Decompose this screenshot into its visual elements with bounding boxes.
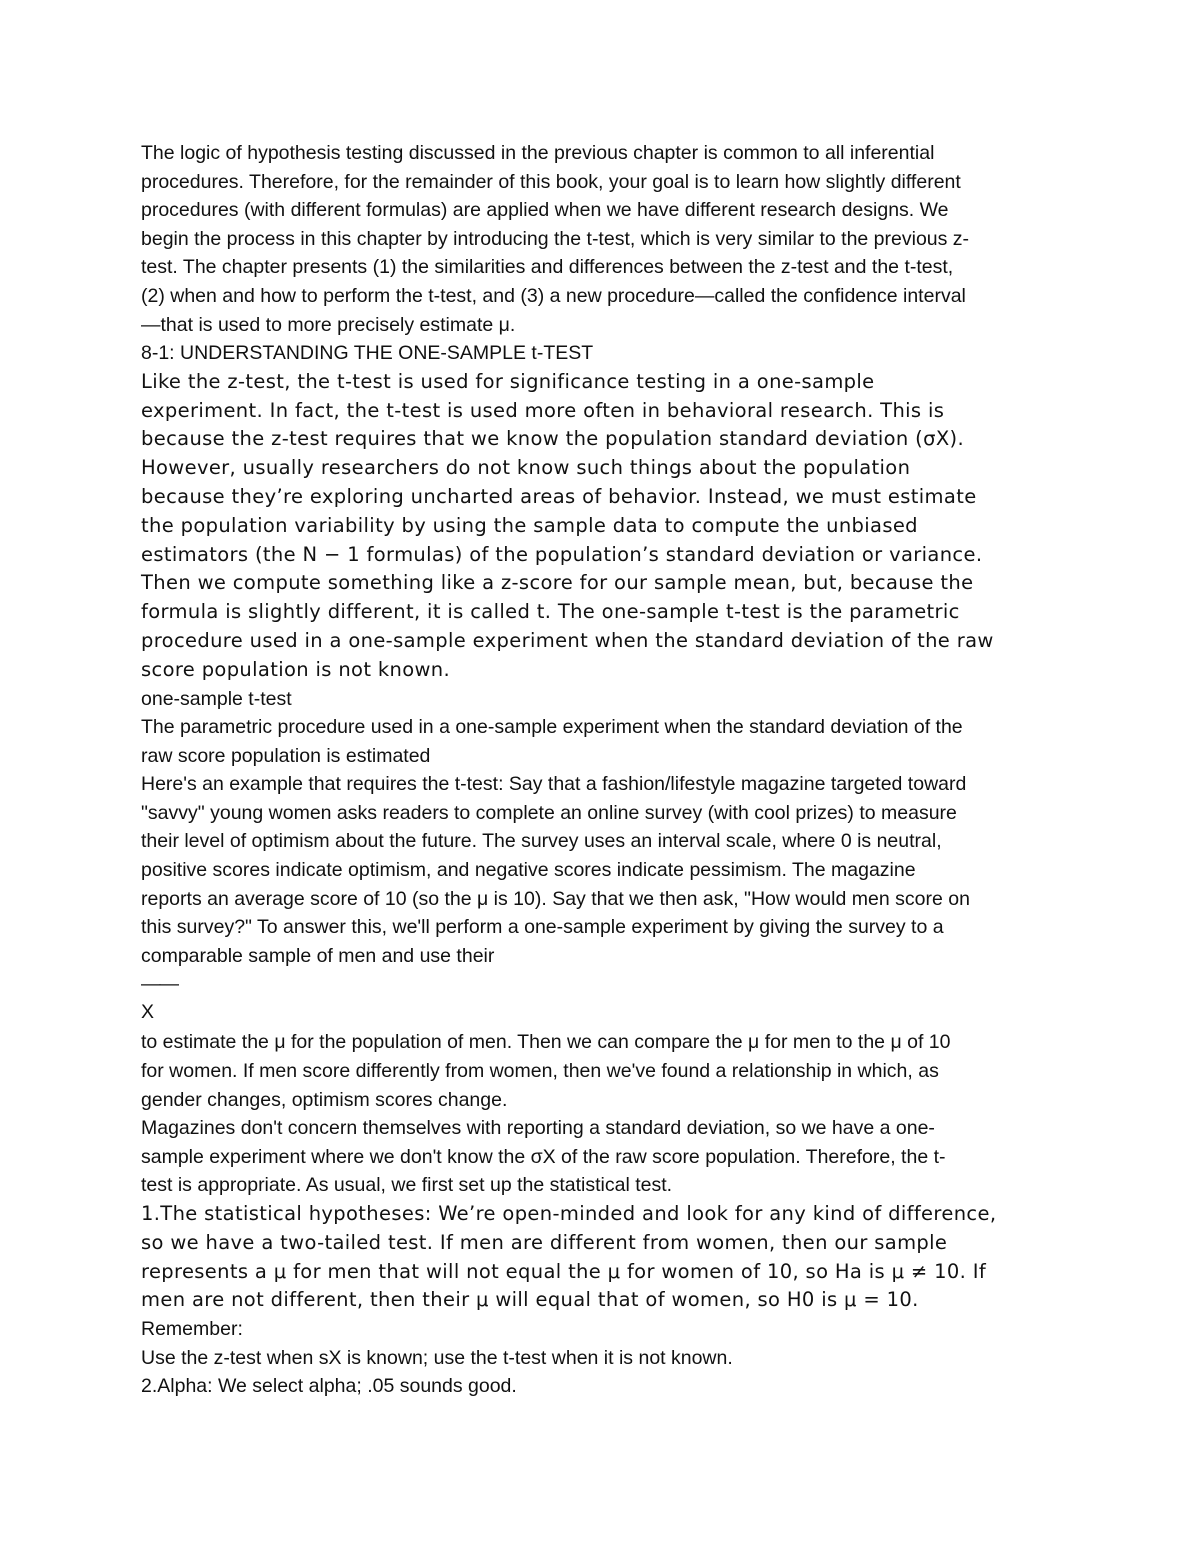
term-heading: one-sample t-test <box>141 687 292 710</box>
step-1-hypotheses: 1.The statistical hypotheses: We’re open-minded and look for any kind of difference, so we have a two-tailed test. If men are different from women, then our sample represents a μ for men that will not equal the μ for women of 10, so Ha is μ ≠ 10. If men are not different, then their μ will equal that of women, so H0 is μ = 10. <box>141 1202 997 1312</box>
section-heading: 8-1: UNDERSTANDING THE ONE-SAMPLE t-TEST <box>141 342 594 365</box>
remember-label: Remember: <box>141 1318 243 1341</box>
intro-paragraph: The logic of hypothesis testing discussed in the previous chapter is common to all inferential procedures. Therefore, for the remainder of this book, your goal is to learn how slightly different procedures (with different formulas) are applied when we have different research designs. We begin the process in this chapter by introducing the t-test, which is very similar to the previous z- test. The chapter presents (1) the similarities and differences between the z-test and the t-test, (2) when and how to perform the t-test, and (3) a new procedure—called the confidence interval —that is used to more precisely estimate μ. <box>141 142 970 336</box>
ztest-comparison-paragraph: Like the z-test, the t-test is used for significance testing in a one-sample experiment. In fact, the t-test is used more often in behavioral research. This is because the z-test requires that we know the population standard deviation (σX). However, usually researchers do not know such things about the population because they’re exploring uncharted areas of behavior. Instead, we must estimate the population variability by using the sample data to compute the unbiased estimators (the N − 1 formulas) of the population’s standard deviation or variance. Then we compute something like a z-score for our sample mean, but, because the formula is slightly different, it is called t. The one-sample t-test is the parametric procedure used in a one-sample experiment when the standard deviation of the raw score population is not known. <box>141 369 994 681</box>
step-2-alpha: 2.Alpha: We select alpha; .05 sounds good. <box>141 1375 517 1398</box>
example-continuation: to estimate the μ for the population of men. Then we can compare the μ for men to the μ of 10 for women. If men score differently from women, then we've found a relationship in which, as gender changes, optimism scores change. <box>141 1031 951 1111</box>
document-body <box>141 139 1071 1401</box>
sample-mean-symbol <box>141 970 1071 1028</box>
magazines-paragraph: Magazines don't concern themselves with reporting a standard deviation, so we have a one- sample experiment where we don't know the σX of the raw score population. Therefore, the t- test is appropriate. As usual, we first set up the statistical test. <box>141 1117 946 1197</box>
xbar-letter: X <box>141 1001 155 1024</box>
rule-text: Use the z-test when sX is known; use the t-test when it is not known. <box>141 1346 733 1369</box>
term-definition: The parametric procedure used in a one-sample experiment when the standard deviation of the raw score population is estimated <box>141 716 963 767</box>
xbar-overline: —— <box>141 973 178 996</box>
example-paragraph: Here's an example that requires the t-test: Say that a fashion/lifestyle magazine targeted toward "savvy" young women asks readers to complete an online survey (with cool prizes) to measure their level of optimism about the future. The survey uses an interval scale, where 0 is neutral, positive scores indicate optimism, and negative scores indicate pessimism. The magazine reports an average score of 10 (so the μ is 10). Say that we then ask, "How would men score on this survey?" To answer this, we'll perform a one-sample experiment by giving the survey to a comparable sample of men and use their <box>141 773 970 967</box>
